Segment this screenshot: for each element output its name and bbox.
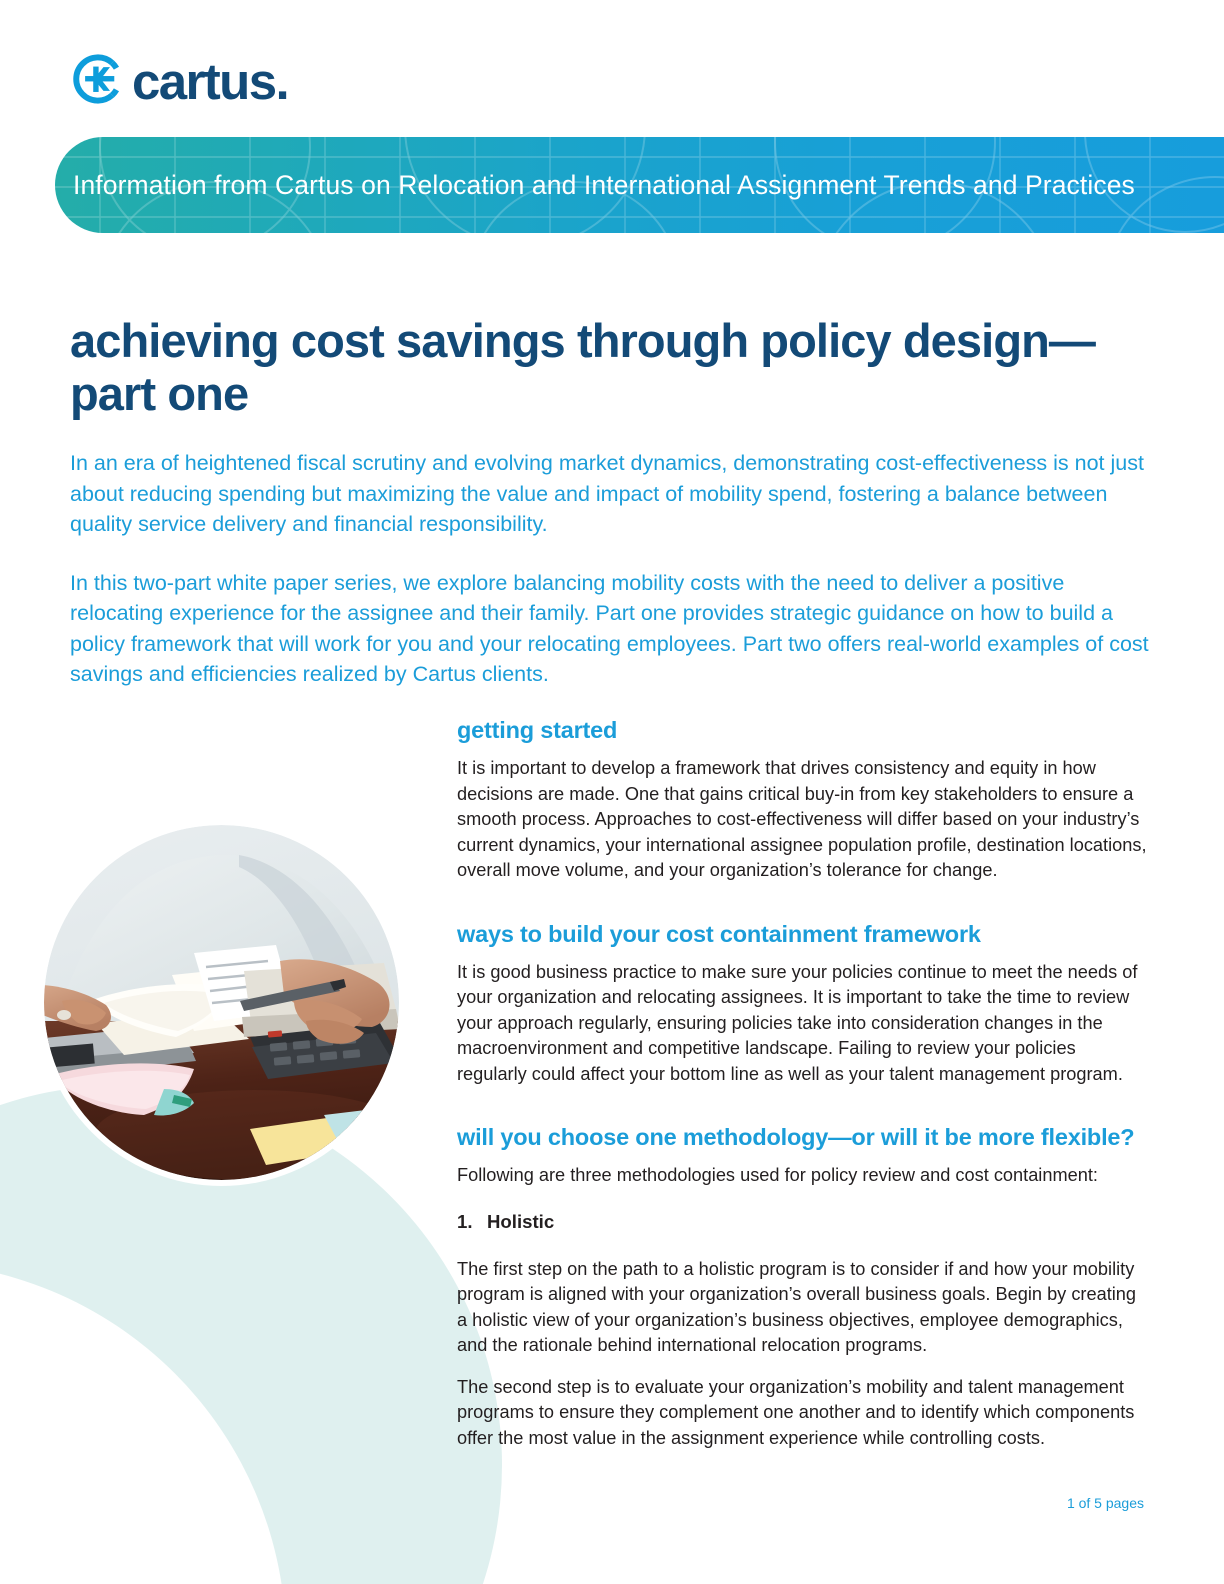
- desk-photo: [44, 825, 399, 1180]
- cartus-wordmark: cartus.: [132, 52, 289, 110]
- section-heading-getting-started: getting started: [457, 717, 618, 743]
- intro-block: [70, 448, 1155, 690]
- cartus-logo: [70, 52, 289, 110]
- page-number-footer: 1 of 5 pages: [1066, 1495, 1144, 1511]
- cartus-globe-plane-icon: [70, 52, 124, 106]
- methodology-body-paragraph-2: The second step is to evaluate your organization’s mobility and talent management programs to ensure they complement one another and to identify which components offer the most value in the assignment experience while controlling costs.: [457, 1376, 1135, 1448]
- banner-tagline: Information from Cartus on Relocation and International Assignment Trends and Practices: [73, 169, 1135, 200]
- intro-paragraph-2: In this two-part white paper series, we explore balancing mobility costs with the need to deliver a positive relocating experience for the assignee and their family. Part one provides strategic guidance on how to build a policy framework that will work for you and your relocating employees. Part two offers real-world examples of cost savings and efficiencies realized by Cartus clients.: [70, 570, 1149, 687]
- page-title: achieving cost savings through policy design—part one: [70, 314, 1096, 421]
- methodology-body-paragraph-1: The first step on the path to a holistic program is to consider if and how your mobility program is aligned with your organization’s overall business goals. Begin by creating a holistic view of your organization’s business objectives, employee demographics, and the rationale behind international relocation programs.: [457, 1258, 1137, 1356]
- section-body-getting-started: It is important to develop a framework that drives consistency and equity in how decisions are made. One that gains critical buy-in from key stakeholders to ensure a smooth process. Approaches to cost-effectiveness will differ based on your industry’s current dynamics, your international assignee population profile, destination locations, overall move volume, and your organization’s tolerance for change.: [457, 758, 1147, 881]
- section-heading-framework: ways to build your cost containment framework: [457, 920, 981, 947]
- section-body-framework: It is good business practice to make sure your policies continue to meet the needs of your organization and relocating assignees. It is important to take the time to review your approach regularly, ensuring policies take into consideration changes in the macroenvironment and competitive landscape. Failing to review your policies regularly could affect your bottom line as well as your talent management program.: [457, 961, 1138, 1084]
- list-item: [457, 1211, 1147, 1233]
- section-lead-methodology: Following are three methodologies used for policy review and cost containment:: [457, 1165, 1098, 1186]
- list-item-number: 1.: [457, 1210, 473, 1232]
- list-item-label: Holistic: [487, 1210, 555, 1232]
- tagline-banner: [55, 137, 1224, 233]
- intro-paragraph-1: In an era of heightened fiscal scrutiny and evolving market dynamics, demonstrating cost-effectiveness is not just about reducing spending but maximizing the value and impact of mobility spend, fostering a balance between quality service delivery and financial responsibility.: [70, 451, 1144, 537]
- desk-photo-illustration: [44, 825, 399, 1180]
- main-content-column: [457, 716, 1147, 1467]
- section-heading-methodology: will you choose one methodology—or will it be more flexible?: [457, 1124, 1135, 1151]
